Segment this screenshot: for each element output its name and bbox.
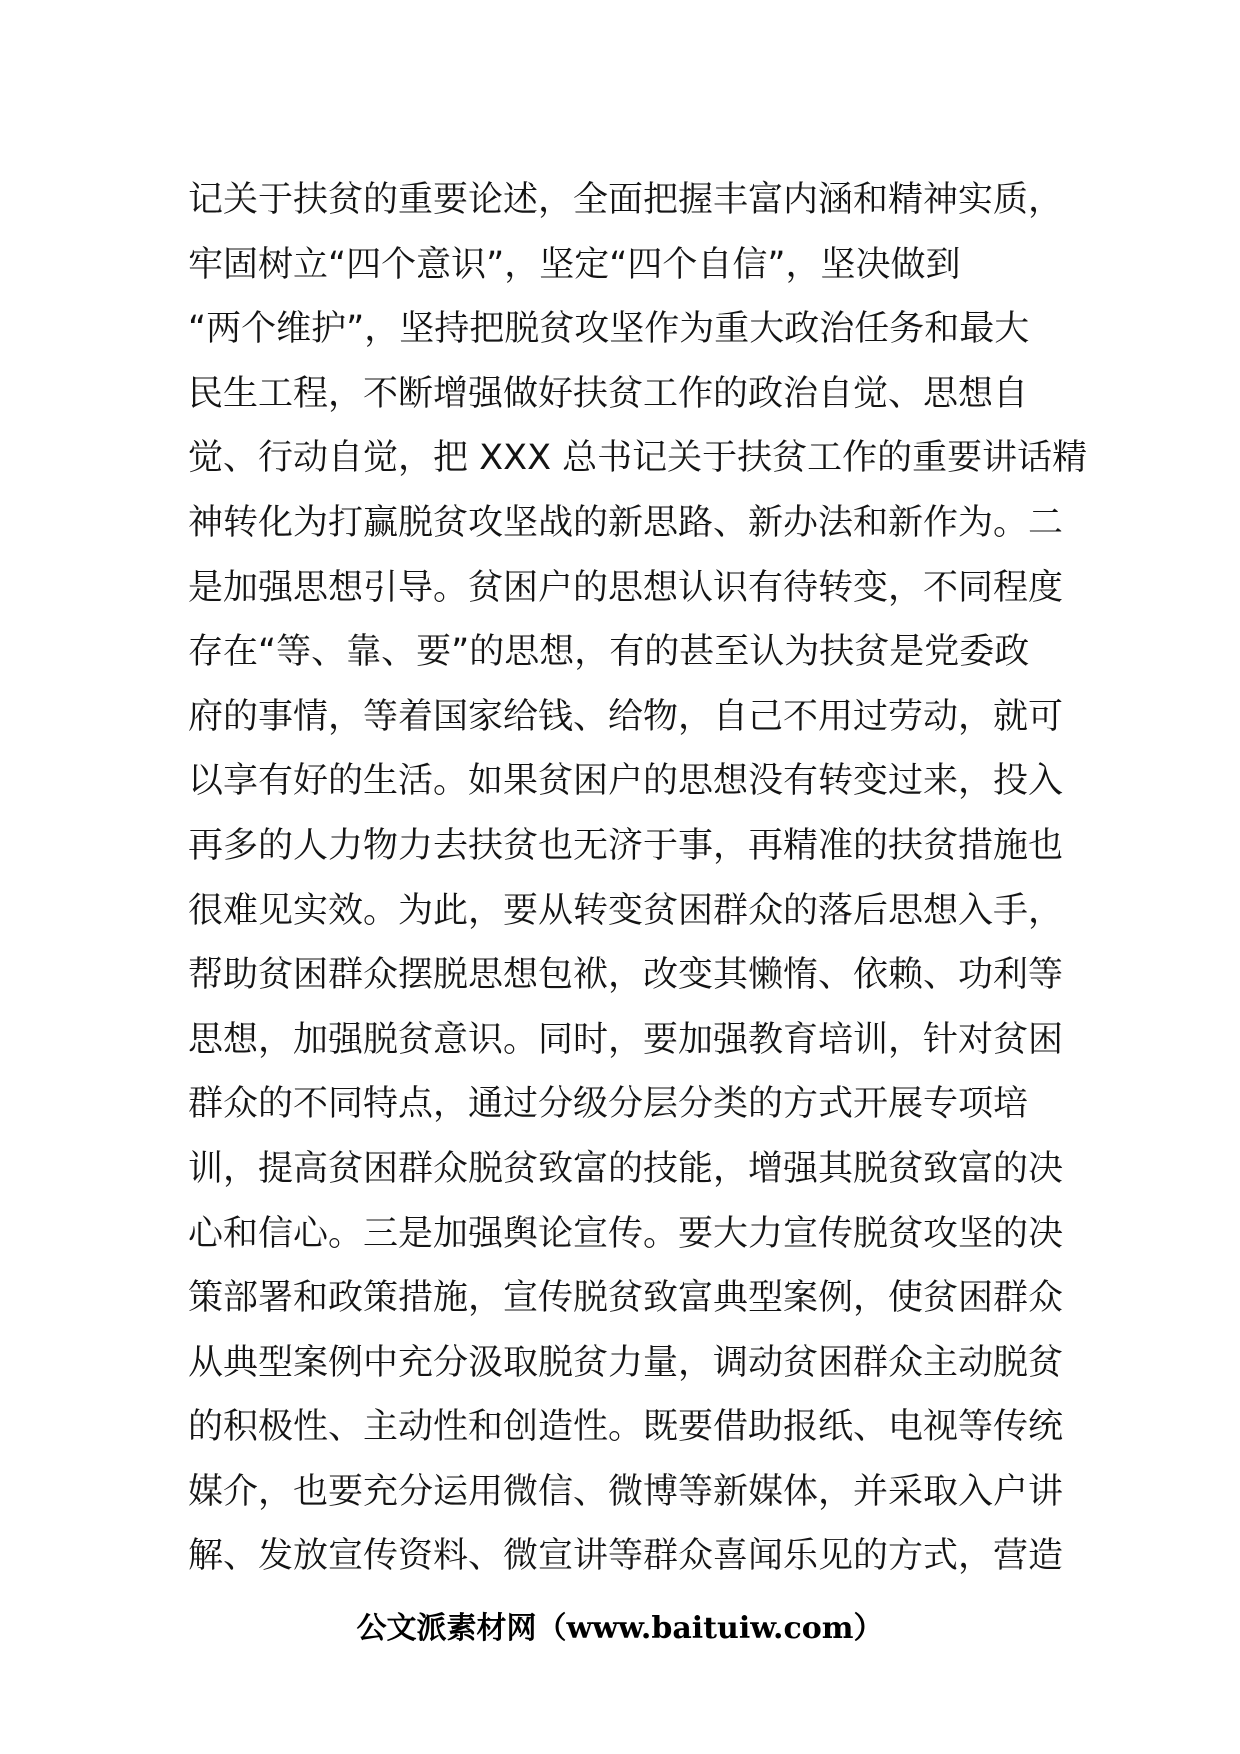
text-line-10: 以享有好的生活。如果贫困户的思想没有转变过来，投入	[188, 761, 1064, 802]
text-line-2: 牢固树立“四个意识”，坚定“四个自信”，坚决做到	[188, 244, 961, 285]
text-line-21: 媒介，也要充分运用微信、微博等新媒体，并采取入户讲	[188, 1471, 1064, 1512]
text-line-3: “两个维护”，坚持把脱贫攻坚作为重大政治任务和最大	[188, 309, 1030, 350]
text-line-15: 群众的不同特点，通过分级分层分类的方式开展专项培	[188, 1084, 1029, 1125]
text-line-8: 存在“等、靠、要”的思想，有的甚至认为扶贫是党委政	[188, 632, 1030, 673]
text-line-20: 的积极性、主动性和创造性。既要借助报纸、电视等传统	[188, 1407, 1064, 1448]
body-text	[188, 168, 1088, 1589]
text-line-14: 思想，加强脱贫意识。同时，要加强教育培训，针对贫困	[188, 1019, 1064, 1060]
text-line-13: 帮助贫困群众摆脱思想包袱，改变其懒惰、依赖、功利等	[188, 955, 1064, 996]
text-line-12: 很难见实效。为此，要从转变贫困群众的落后思想入手，	[188, 890, 1064, 931]
text-line-22: 解、发放宣传资料、微宣讲等群众喜闻乐见的方式，营造	[188, 1536, 1064, 1577]
text-line-9: 府的事情，等着国家给钱、给物，自己不用过劳动，就可	[188, 696, 1064, 737]
text-line-17: 心和信心。三是加强舆论宣传。要大力宣传脱贫攻坚的决	[188, 1213, 1064, 1254]
text-line-19: 从典型案例中充分汲取脱贫力量，调动贫困群众主动脱贫	[188, 1342, 1064, 1383]
text-line-6: 神转化为打赢脱贫攻坚战的新思路、新办法和新作为。二	[188, 502, 1064, 543]
text-line-7: 是加强思想引导。贫困户的思想认识有待转变，不同程度	[188, 567, 1064, 608]
footer-watermark-text: 公文派素材网（www.baituiw.com）	[356, 1611, 884, 1646]
text-line-16: 训，提高贫困群众脱贫致富的技能，增强其脱贫致富的决	[188, 1148, 1064, 1189]
text-line-1: 记关于扶贫的重要论述，全面把握丰富内涵和精神实质，	[188, 180, 1064, 220]
text-line-11: 再多的人力物力去扶贫也无济于事，再精准的扶贫措施也	[188, 825, 1064, 866]
text-line-18: 策部署和政策措施，宣传脱贫致富典型案例，使贫困群众	[188, 1278, 1064, 1319]
text-line-4: 民生工程，不断增强做好扶贫工作的政治自觉、思想自	[188, 373, 1029, 414]
text-line-5: 觉、行动自觉，把 XXX 总书记关于扶贫工作的重要讲话精	[188, 438, 1088, 479]
